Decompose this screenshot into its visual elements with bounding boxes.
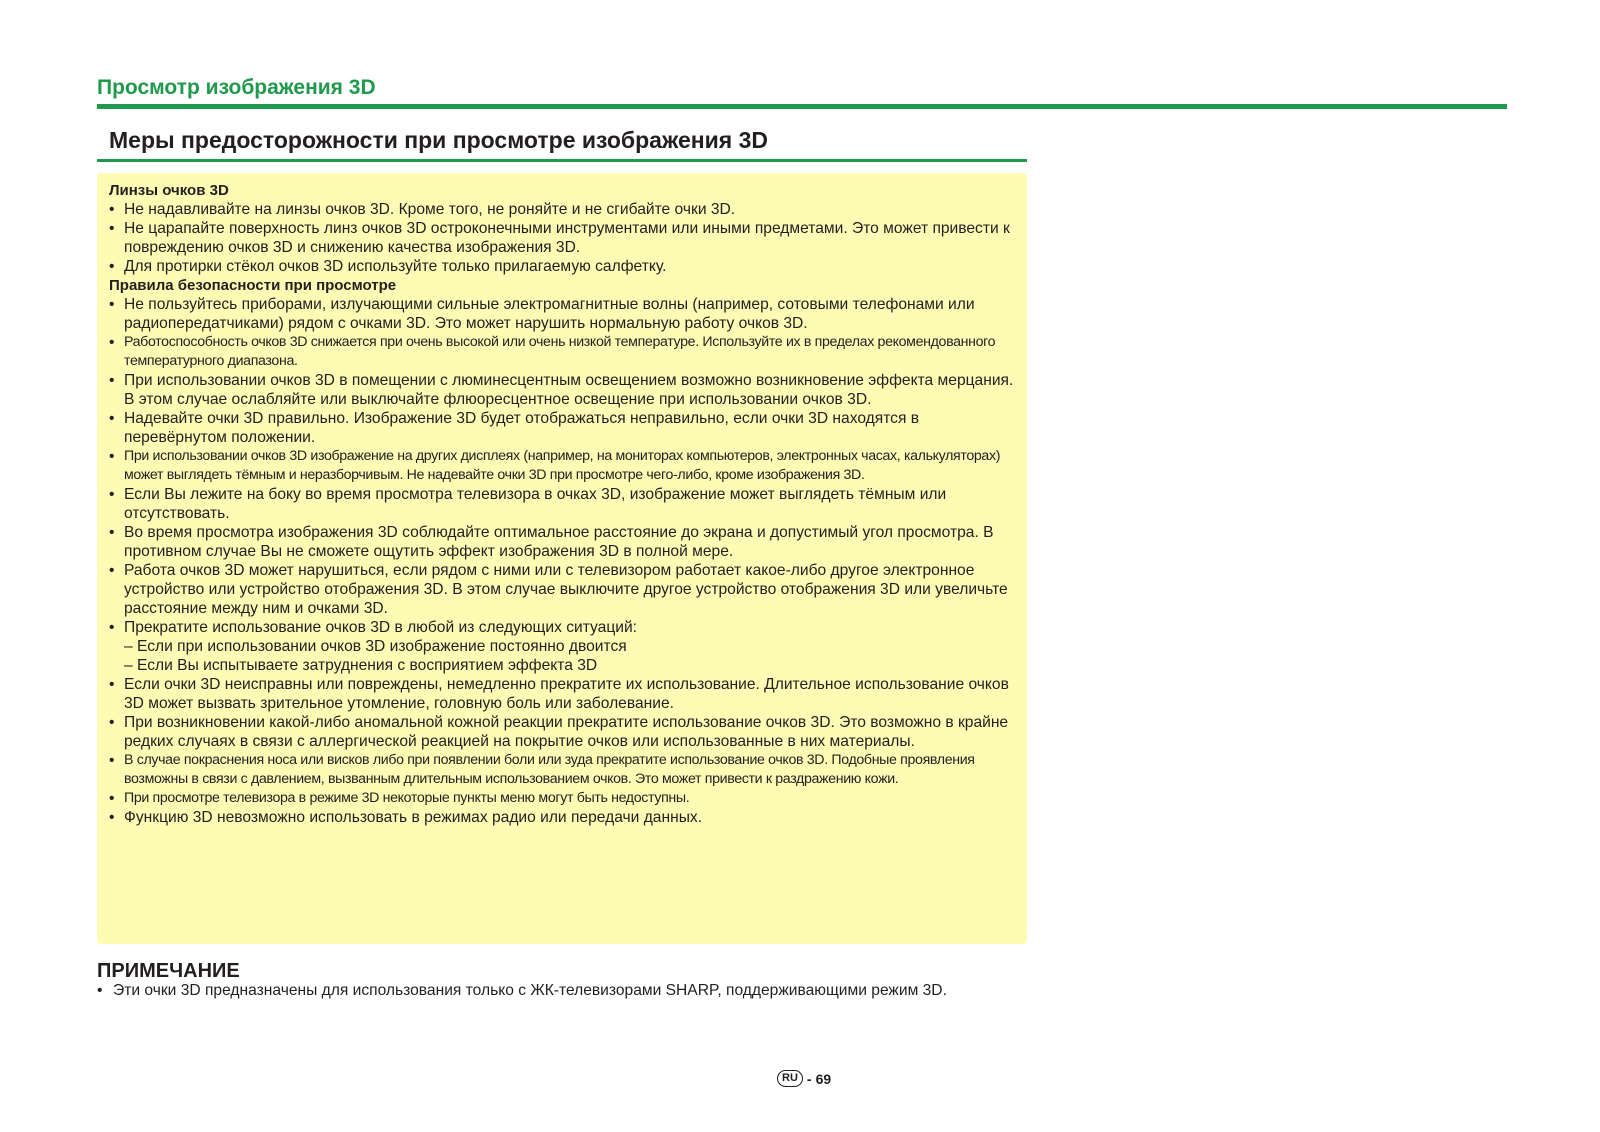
bullet-icon: • — [109, 524, 115, 541]
bullet-icon: • — [109, 752, 115, 769]
page-separator: - — [806, 1070, 812, 1087]
page-number: 69 — [815, 1070, 832, 1087]
list-item: • Работоспособность очков 3D снижается при очень высокой или очень низкой температуре. Используйте их в пределах рекомендованного температурного диапазона. — [109, 334, 996, 369]
list-item: • Не пользуйтесь приборами, излучающими сильные электромагнитные волны (например, сотовыми телефонами или радиопередатчиками) рядом с очками 3D. Это может нарушить нормальную работу очков 3D. — [109, 296, 975, 332]
list-item: • Для протирки стёкол очков 3D используйте только прилагаемую салфетку. — [109, 258, 667, 275]
bullet-icon: • — [109, 714, 115, 731]
sub-list-item: – Если Вы испытываете затруднения с восприятием эффекта 3D — [124, 657, 598, 674]
subheading-lenses: Линзы очков 3D — [109, 182, 229, 199]
list-item: • Не царапайте поверхность линз очков 3D остроконечными инструментами или иными предметами. Это может привести к повреждению очков 3D и снижению качества изображения 3D. — [109, 220, 1010, 256]
bullet-icon: • — [109, 372, 115, 389]
list-item: • При просмотре телевизора в режиме 3D некоторые пункты меню могут быть недоступны. — [109, 790, 690, 807]
sub-list-item: – Если при использовании очков 3D изображение постоянно двоится — [124, 638, 627, 655]
bullet-icon: • — [109, 790, 115, 807]
bullet-icon: • — [97, 982, 103, 999]
bullet-icon: • — [109, 296, 115, 313]
bullet-icon: • — [109, 410, 115, 427]
page-footer — [777, 1070, 831, 1087]
section-title: Просмотр изображения 3D — [97, 76, 376, 99]
safety-list — [109, 295, 1017, 827]
bullet-icon: • — [109, 809, 115, 826]
bullet-icon: • — [109, 334, 115, 351]
bullet-icon: • — [109, 220, 115, 237]
section-divider — [97, 104, 1507, 109]
list-item: • При использовании очков 3D изображение на других дисплеях (например, на мониторах компьютеров, электронных часах, калькуляторах) может выглядеть тёмным и неразборчивым. Не надевайте очки 3D при просмотре чего-либо, кроме изображения 3D. — [109, 448, 1001, 483]
list-item: • При возникновении какой-либо аномальной кожной реакции прекратите использование очков 3D. Это возможно в крайне редких случаях в связи с аллергической реакцией на покрытие очков или использованные в них материалы. — [109, 714, 1009, 750]
list-item: • Надевайте очки 3D правильно. Изображение 3D будет отображаться неправильно, если очки 3D находятся в перевёрнутом положении. — [109, 410, 920, 446]
note-heading: ПРИМЕЧАНИЕ — [97, 960, 240, 982]
list-item: • Не надавливайте на линзы очков 3D. Кроме того, не роняйте и не сгибайте очки 3D. — [109, 201, 736, 218]
bullet-icon: • — [109, 448, 115, 465]
heading-divider — [97, 159, 1027, 162]
page-heading: Меры предосторожности при просмотре изображения 3D — [109, 127, 769, 153]
list-item: • Прекратите использование очков 3D в любой из следующих ситуаций: — [109, 619, 638, 636]
list-item: • Если очки 3D неисправны или повреждены, немедленно прекратите их использование. Длительное использование очков 3D может вызвать зрительное утомление, головную боль или заболевание. — [109, 676, 1009, 712]
list-item: • Во время просмотра изображения 3D соблюдайте оптимальное расстояние до экрана и допустимый угол просмотра. В противном случае Вы не сможете ощутить эффект изображения 3D в полной мере. — [109, 524, 994, 560]
list-item: • В случае покраснения носа или висков либо при появлении боли или зуда прекратите использование очков 3D. Подобные проявления возможны в связи с давлением, вызванным длительным использованием очков. Это может привести к раздражению кожи. — [109, 752, 975, 787]
subheading-safety: Правила безопасности при просмотре — [109, 277, 397, 294]
note-item: • Эти очки 3D предназначены для использования только с ЖК-телевизорами SHARP, поддерживающими режим 3D. — [97, 982, 947, 999]
lenses-list — [109, 200, 1017, 276]
language-badge: RU — [777, 1070, 803, 1087]
list-item: • Если Вы лежите на боку во время просмотра телевизора в очках 3D, изображение может выглядеть тёмным или отсутствовать. — [109, 486, 947, 522]
list-item: • При использовании очков 3D в помещении с люминесцентным освещением возможно возникновение эффекта мерцания. В этом случае ослабляйте или выключайте флюоресцентное освещение при использовании очков 3D. — [109, 372, 1014, 408]
bullet-icon: • — [109, 486, 115, 503]
list-item: • Функцию 3D невозможно использовать в режимах радио или передачи данных. — [109, 809, 703, 826]
bullet-icon: • — [109, 258, 115, 275]
list-item: • Работа очков 3D может нарушиться, если рядом с ними или с телевизором работает какое-либо другое электронное устройство или устройство отображения 3D. В этом случае выключите другое устройство отображения 3D или увеличьте расстояние между ним и очками 3D. — [109, 562, 1008, 617]
caution-box — [97, 173, 1027, 944]
bullet-icon: • — [109, 201, 115, 218]
bullet-icon: • — [109, 562, 115, 579]
bullet-icon: • — [109, 676, 115, 693]
bullet-icon: • — [109, 619, 115, 636]
